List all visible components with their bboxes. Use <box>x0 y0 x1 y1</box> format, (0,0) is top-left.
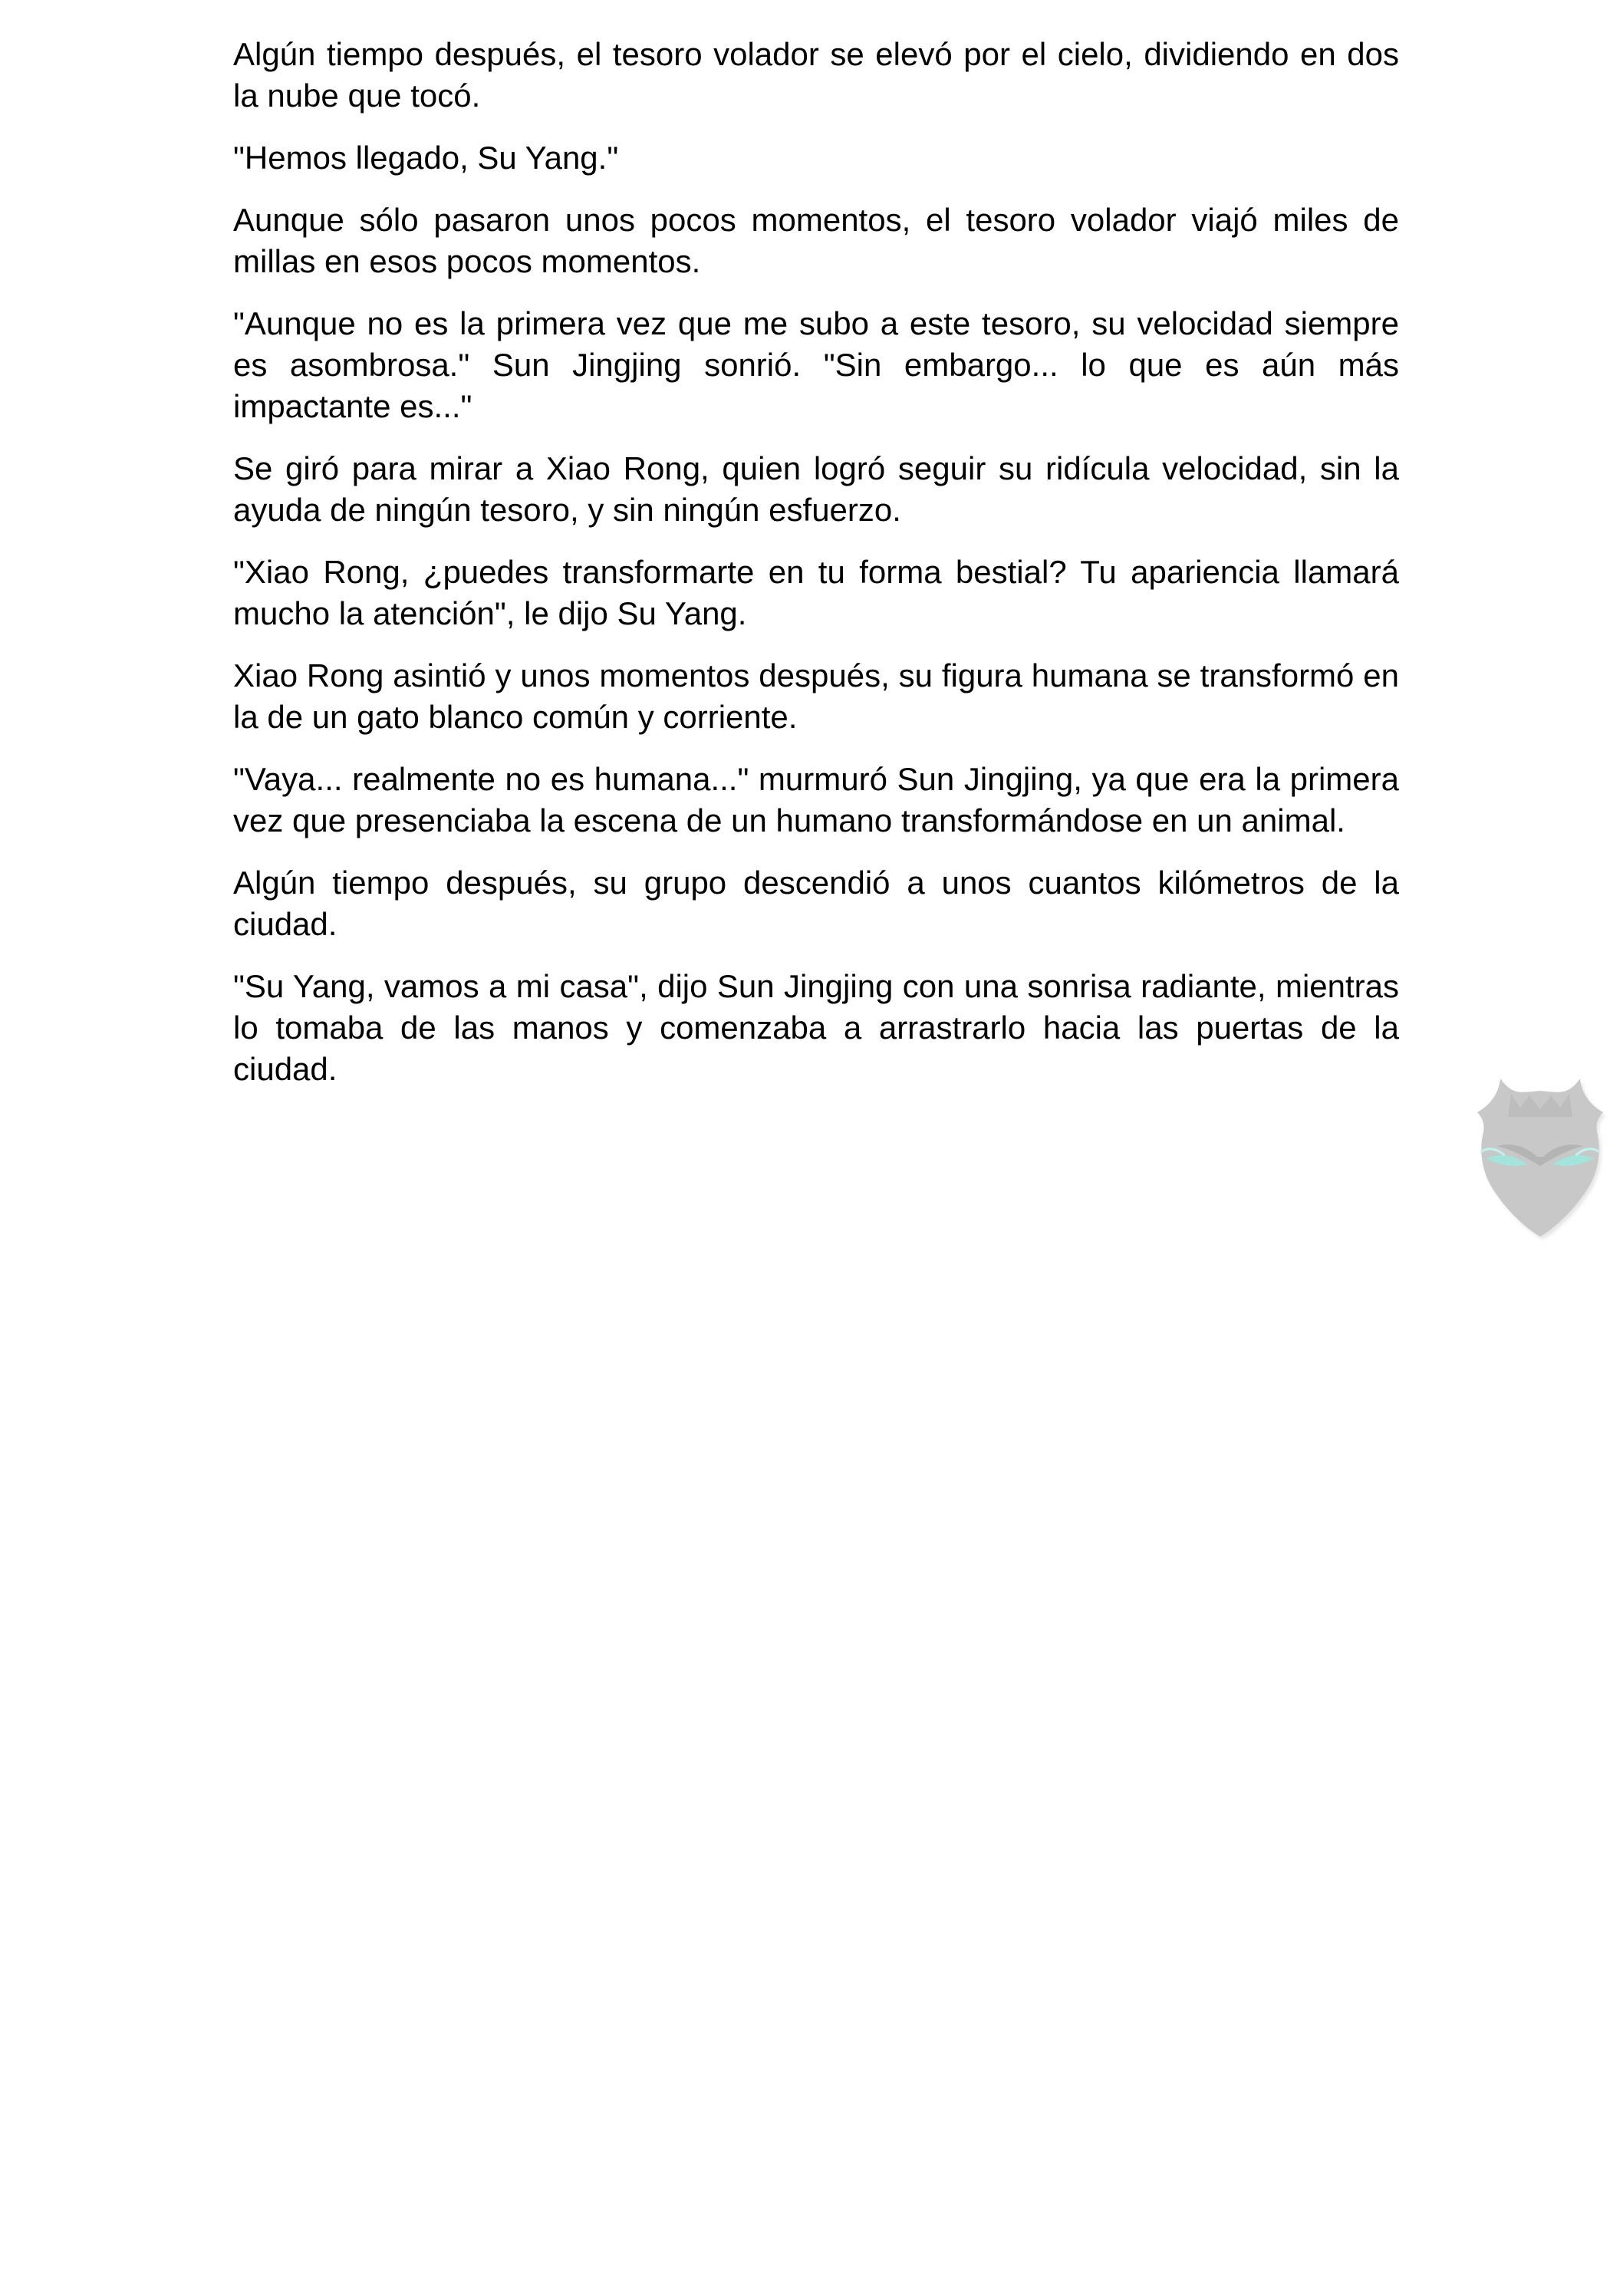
paragraph-9: Algún tiempo después, su grupo descendió a unos cuantos kilómetros de la ciudad. <box>233 865 1399 942</box>
paragraph-8: "Vaya... realmente no es humana..." murmuró Sun Jingjing, ya que era la primera vez que presenciaba la escena de un humano transformándose en un animal. <box>233 761 1399 838</box>
demon-head-icon <box>1467 1072 1614 1243</box>
paragraph-5: Se giró para mirar a Xiao Rong, quien logró seguir su ridícula velocidad, sin la ayuda de ningún tesoro, y sin ningún esfuerzo. <box>233 450 1399 528</box>
paragraph-10: "Su Yang, vamos a mi casa", dijo Sun Jingjing con una sonrisa radiante, mientras lo tomaba de las manos y comenzaba a arrastrarlo hacia las puertas de la ciudad. <box>233 968 1399 1087</box>
paragraph-4: "Aunque no es la primera vez que me subo a este tesoro, su velocidad siempre es asombrosa." Sun Jingjing sonrió. "Sin embargo... lo que es aún más impactante es..." <box>233 305 1399 424</box>
paragraph-1: Algún tiempo después, el tesoro volador se elevó por el cielo, dividiendo en dos la nube que tocó. <box>233 36 1399 114</box>
paragraph-7: Xiao Rong asintió y unos momentos después, su figura humana se transformó en la de un gato blanco común y corriente. <box>233 657 1399 735</box>
paragraph-3: Aunque sólo pasaron unos pocos momentos, el tesoro volador viajó miles de millas en esos pocos momentos. <box>233 202 1399 279</box>
paragraph-6: "Xiao Rong, ¿puedes transformarte en tu forma bestial? Tu apariencia llamará mucho la atención", le dijo Su Yang. <box>233 554 1399 631</box>
paragraph-2: "Hemos llegado, Su Yang." <box>233 140 619 176</box>
document-body <box>233 34 1399 1111</box>
